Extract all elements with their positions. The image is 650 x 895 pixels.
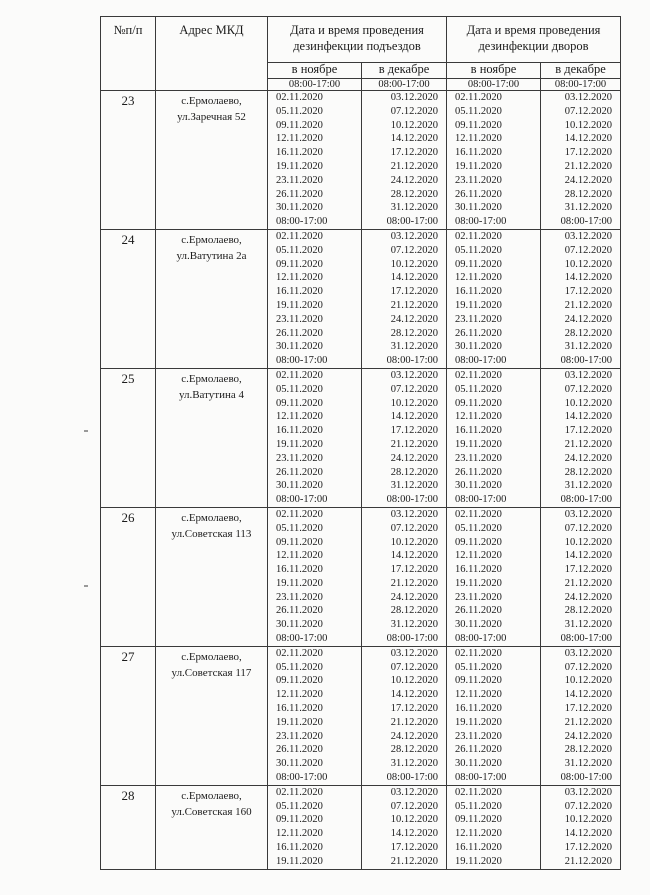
scan-mark xyxy=(84,430,88,432)
date-entry: 02.11.2020 xyxy=(276,369,323,381)
date-entry: 08:00-17:00 xyxy=(386,355,438,367)
date-entry: 03.12.2020 xyxy=(390,508,438,520)
date-entry: 26.11.2020 xyxy=(455,466,502,478)
date-entry: 07.12.2020 xyxy=(564,383,612,395)
date-entry: 10.12.2020 xyxy=(564,397,612,409)
date-entry: 09.11.2020 xyxy=(276,258,323,270)
date-entry: 09.11.2020 xyxy=(276,536,323,548)
date-entry: 02.11.2020 xyxy=(455,508,502,520)
date-entry: 23.11.2020 xyxy=(276,452,323,464)
date-entry: 12.11.2020 xyxy=(276,689,323,701)
date-entry: 07.12.2020 xyxy=(564,105,612,117)
address-locality: с.Ермолаево, xyxy=(181,789,242,802)
date-entry: 08:00-17:00 xyxy=(455,633,507,645)
date-entry: 24.12.2020 xyxy=(564,174,612,186)
date-entry: 19.11.2020 xyxy=(455,438,502,450)
header-time: 08:00-17:00 xyxy=(268,79,362,91)
date-entry: 16.11.2020 xyxy=(276,147,323,159)
date-entry: 19.11.2020 xyxy=(455,577,502,589)
yards-november-dates xyxy=(447,91,541,230)
date-entry: 16.11.2020 xyxy=(276,842,323,854)
date-entry: 03.12.2020 xyxy=(390,92,438,103)
date-entry: 03.12.2020 xyxy=(564,230,612,242)
date-entry: 16.11.2020 xyxy=(455,286,502,298)
date-entry: 09.11.2020 xyxy=(455,397,502,409)
date-entry: 07.12.2020 xyxy=(390,661,438,673)
date-entry: 08:00-17:00 xyxy=(560,494,612,506)
date-entry: 31.12.2020 xyxy=(564,619,612,631)
address-cell xyxy=(156,91,268,230)
date-entry: 08:00-17:00 xyxy=(386,633,438,645)
date-entry: 30.11.2020 xyxy=(276,202,323,214)
address-locality: с.Ермолаево, xyxy=(181,511,242,524)
date-entry: 23.11.2020 xyxy=(276,730,323,742)
date-entry: 12.11.2020 xyxy=(276,828,323,840)
date-entry: 16.11.2020 xyxy=(455,425,502,437)
header-time: 08:00-17:00 xyxy=(541,79,621,91)
date-entry: 12.11.2020 xyxy=(276,133,323,145)
date-entry: 10.12.2020 xyxy=(390,814,438,826)
date-entry: 09.11.2020 xyxy=(276,675,323,687)
header-yards-december: в декабре xyxy=(541,63,621,79)
date-entry: 08:00-17:00 xyxy=(560,355,612,367)
date-entry: 31.12.2020 xyxy=(564,202,612,214)
date-entry: 10.12.2020 xyxy=(390,675,438,687)
date-entry: 07.12.2020 xyxy=(564,661,612,673)
date-entry: 26.11.2020 xyxy=(276,744,323,756)
date-entry: 14.12.2020 xyxy=(564,550,612,562)
date-entry: 23.11.2020 xyxy=(455,591,502,603)
header-yards xyxy=(447,17,621,63)
address-street: ул.Ватутина 2а xyxy=(176,249,247,262)
table-row xyxy=(101,507,621,646)
date-entry: 23.11.2020 xyxy=(455,313,502,325)
date-entry: 14.12.2020 xyxy=(564,272,612,284)
date-entry: 23.11.2020 xyxy=(276,591,323,603)
date-entry: 10.12.2020 xyxy=(564,814,612,826)
date-entry: 26.11.2020 xyxy=(276,327,323,339)
date-entry: 02.11.2020 xyxy=(276,786,323,798)
date-entry: 21.12.2020 xyxy=(390,160,438,172)
date-entry: 12.11.2020 xyxy=(455,828,502,840)
table-row xyxy=(101,368,621,507)
date-entry: 31.12.2020 xyxy=(390,341,438,353)
date-entry: 14.12.2020 xyxy=(564,133,612,145)
date-entry: 05.11.2020 xyxy=(276,105,323,117)
date-entry: 03.12.2020 xyxy=(390,369,438,381)
entrances-december-dates xyxy=(362,785,447,869)
entrances-december-dates xyxy=(362,507,447,646)
date-entry: 14.12.2020 xyxy=(564,689,612,701)
date-entry: 14.12.2020 xyxy=(390,550,438,562)
address-street: ул.Советская 117 xyxy=(171,666,252,679)
date-entry: 12.11.2020 xyxy=(455,133,502,145)
date-entry: 31.12.2020 xyxy=(390,202,438,214)
date-entry: 08:00-17:00 xyxy=(560,216,612,228)
yards-november-dates xyxy=(447,646,541,785)
date-entry: 05.11.2020 xyxy=(455,105,502,117)
date-entry: 10.12.2020 xyxy=(564,119,612,131)
date-entry: 30.11.2020 xyxy=(455,341,502,353)
address-locality: с.Ермолаево, xyxy=(181,372,242,385)
date-entry: 31.12.2020 xyxy=(564,480,612,492)
date-entry: 28.12.2020 xyxy=(564,327,612,339)
date-entry: 26.11.2020 xyxy=(455,188,502,200)
date-entry: 19.11.2020 xyxy=(455,855,502,867)
date-entry: 08:00-17:00 xyxy=(455,216,507,228)
date-entry: 05.11.2020 xyxy=(276,244,323,256)
date-entry: 26.11.2020 xyxy=(276,466,323,478)
date-entry: 17.12.2020 xyxy=(390,425,438,437)
date-entry: 05.11.2020 xyxy=(276,800,323,812)
date-entry: 21.12.2020 xyxy=(564,855,612,867)
date-entry: 08:00-17:00 xyxy=(455,355,507,367)
date-entry: 24.12.2020 xyxy=(390,452,438,464)
date-entry: 05.11.2020 xyxy=(455,661,502,673)
date-entry: 02.11.2020 xyxy=(455,92,502,103)
date-entry: 08:00-17:00 xyxy=(560,633,612,645)
date-entry: 21.12.2020 xyxy=(390,299,438,311)
date-entry: 21.12.2020 xyxy=(564,438,612,450)
date-entry: 14.12.2020 xyxy=(390,133,438,145)
date-entry: 03.12.2020 xyxy=(564,786,612,798)
address-cell xyxy=(156,785,268,869)
address-locality: с.Ермолаево, xyxy=(181,650,242,663)
date-entry: 02.11.2020 xyxy=(276,92,323,103)
date-entry: 09.11.2020 xyxy=(455,119,502,131)
date-entry: 07.12.2020 xyxy=(390,800,438,812)
date-entry: 08:00-17:00 xyxy=(386,772,438,784)
entrances-december-dates xyxy=(362,229,447,368)
date-entry: 19.11.2020 xyxy=(455,160,502,172)
row-number: 28 xyxy=(101,785,156,869)
date-entry: 23.11.2020 xyxy=(455,452,502,464)
date-entry: 16.11.2020 xyxy=(276,286,323,298)
date-entry: 30.11.2020 xyxy=(455,202,502,214)
table-row xyxy=(101,785,621,869)
date-entry: 24.12.2020 xyxy=(390,174,438,186)
date-entry: 24.12.2020 xyxy=(564,452,612,464)
row-number: 23 xyxy=(101,91,156,230)
table-row xyxy=(101,229,621,368)
address-cell xyxy=(156,229,268,368)
date-entry: 17.12.2020 xyxy=(564,147,612,159)
date-entry: 16.11.2020 xyxy=(455,842,502,854)
yards-december-dates xyxy=(541,507,621,646)
date-entry: 17.12.2020 xyxy=(390,703,438,715)
date-entry: 21.12.2020 xyxy=(564,299,612,311)
date-entry: 28.12.2020 xyxy=(390,744,438,756)
date-entry: 16.11.2020 xyxy=(455,703,502,715)
date-entry: 26.11.2020 xyxy=(455,744,502,756)
address-street: ул.Ватутина 4 xyxy=(178,388,245,401)
date-entry: 21.12.2020 xyxy=(390,577,438,589)
date-entry: 03.12.2020 xyxy=(390,230,438,242)
date-entry: 09.11.2020 xyxy=(276,814,323,826)
entrances-november-dates xyxy=(268,368,362,507)
date-entry: 19.11.2020 xyxy=(455,299,502,311)
date-entry: 28.12.2020 xyxy=(390,605,438,617)
date-entry: 24.12.2020 xyxy=(390,591,438,603)
date-entry: 09.11.2020 xyxy=(455,258,502,270)
date-entry: 05.11.2020 xyxy=(276,522,323,534)
date-entry: 30.11.2020 xyxy=(276,480,323,492)
date-entry: 17.12.2020 xyxy=(390,842,438,854)
date-entry: 30.11.2020 xyxy=(455,758,502,770)
date-entry: 21.12.2020 xyxy=(390,438,438,450)
address-street: ул.Заречная 52 xyxy=(177,111,246,123)
date-entry: 08:00-17:00 xyxy=(455,494,507,506)
date-entry: 31.12.2020 xyxy=(564,341,612,353)
date-entry: 07.12.2020 xyxy=(564,522,612,534)
date-entry: 02.11.2020 xyxy=(276,230,323,242)
date-entry: 24.12.2020 xyxy=(390,313,438,325)
date-entry: 09.11.2020 xyxy=(276,397,323,409)
header-address: Адрес МКД xyxy=(156,17,268,91)
date-entry: 09.11.2020 xyxy=(455,814,502,826)
date-entry: 28.12.2020 xyxy=(390,188,438,200)
address-cell xyxy=(156,646,268,785)
date-entry: 26.11.2020 xyxy=(455,605,502,617)
date-entry: 31.12.2020 xyxy=(390,758,438,770)
date-entry: 07.12.2020 xyxy=(390,105,438,117)
entrances-december-dates xyxy=(362,646,447,785)
date-entry: 10.12.2020 xyxy=(390,119,438,131)
date-entry: 30.11.2020 xyxy=(455,480,502,492)
date-entry: 12.11.2020 xyxy=(276,550,323,562)
date-entry: 08:00-17:00 xyxy=(386,494,438,506)
date-entry: 03.12.2020 xyxy=(564,369,612,381)
date-entry: 16.11.2020 xyxy=(455,564,502,576)
address-cell xyxy=(156,368,268,507)
date-entry: 03.12.2020 xyxy=(564,508,612,520)
date-entry: 08:00-17:00 xyxy=(455,772,507,784)
date-entry: 17.12.2020 xyxy=(564,703,612,715)
yards-december-dates xyxy=(541,229,621,368)
date-entry: 09.11.2020 xyxy=(455,675,502,687)
date-entry: 19.11.2020 xyxy=(276,577,323,589)
date-entry: 30.11.2020 xyxy=(276,758,323,770)
date-entry: 28.12.2020 xyxy=(564,744,612,756)
entrances-november-dates xyxy=(268,229,362,368)
address-cell xyxy=(156,507,268,646)
row-number: 26 xyxy=(101,507,156,646)
header-yards-november: в ноябре xyxy=(447,63,541,79)
date-entry: 03.12.2020 xyxy=(564,647,612,659)
date-entry: 17.12.2020 xyxy=(564,425,612,437)
date-entry: 12.11.2020 xyxy=(455,272,502,284)
date-entry: 30.11.2020 xyxy=(455,619,502,631)
yards-december-dates xyxy=(541,368,621,507)
date-entry: 28.12.2020 xyxy=(564,188,612,200)
date-entry: 21.12.2020 xyxy=(390,855,438,867)
date-entry: 05.11.2020 xyxy=(455,383,502,395)
date-entry: 19.11.2020 xyxy=(276,716,323,728)
header-entrances-line1: Дата и время проведения xyxy=(290,23,424,37)
date-entry: 14.12.2020 xyxy=(564,828,612,840)
date-entry: 21.12.2020 xyxy=(564,577,612,589)
date-entry: 23.11.2020 xyxy=(455,174,502,186)
date-entry: 23.11.2020 xyxy=(455,730,502,742)
date-entry: 14.12.2020 xyxy=(390,689,438,701)
date-entry: 08:00-17:00 xyxy=(276,772,328,784)
date-entry: 23.11.2020 xyxy=(276,313,323,325)
date-entry: 28.12.2020 xyxy=(564,605,612,617)
date-entry: 28.12.2020 xyxy=(390,327,438,339)
date-entry: 14.12.2020 xyxy=(390,411,438,423)
address-locality: с.Ермолаево, xyxy=(181,233,242,246)
date-entry: 23.11.2020 xyxy=(276,174,323,186)
row-number: 24 xyxy=(101,229,156,368)
date-entry: 14.12.2020 xyxy=(564,411,612,423)
date-entry: 24.12.2020 xyxy=(390,730,438,742)
date-entry: 21.12.2020 xyxy=(390,716,438,728)
date-entry: 05.11.2020 xyxy=(455,244,502,256)
yards-december-dates xyxy=(541,91,621,230)
date-entry: 03.12.2020 xyxy=(390,786,438,798)
entrances-november-dates xyxy=(268,785,362,869)
date-entry: 05.11.2020 xyxy=(455,522,502,534)
date-entry: 16.11.2020 xyxy=(276,703,323,715)
entrances-november-dates xyxy=(268,91,362,230)
date-entry: 12.11.2020 xyxy=(455,550,502,562)
date-entry: 10.12.2020 xyxy=(390,397,438,409)
date-entry: 12.11.2020 xyxy=(276,272,323,284)
date-entry: 17.12.2020 xyxy=(390,564,438,576)
date-entry: 14.12.2020 xyxy=(390,272,438,284)
date-entry: 12.11.2020 xyxy=(276,411,323,423)
entrances-december-dates xyxy=(362,368,447,507)
table-row xyxy=(101,91,621,230)
header-entrances-line2: дезинфекции подъездов xyxy=(293,39,421,53)
date-entry: 30.11.2020 xyxy=(276,619,323,631)
row-number: 27 xyxy=(101,646,156,785)
date-entry: 10.12.2020 xyxy=(390,258,438,270)
date-entry: 30.11.2020 xyxy=(276,341,323,353)
address-street: ул.Советская 113 xyxy=(171,527,252,540)
header-entrances-november: в ноябре xyxy=(268,63,362,79)
entrances-december-dates xyxy=(362,91,447,230)
date-entry: 17.12.2020 xyxy=(390,147,438,159)
date-entry: 19.11.2020 xyxy=(276,299,323,311)
date-entry: 10.12.2020 xyxy=(390,536,438,548)
table-row xyxy=(101,646,621,785)
date-entry: 28.12.2020 xyxy=(564,466,612,478)
date-entry: 02.11.2020 xyxy=(276,508,323,520)
date-entry: 12.11.2020 xyxy=(455,689,502,701)
date-entry: 17.12.2020 xyxy=(564,842,612,854)
entrances-november-dates xyxy=(268,507,362,646)
date-entry: 21.12.2020 xyxy=(564,160,612,172)
date-entry: 14.12.2020 xyxy=(390,828,438,840)
date-entry: 05.11.2020 xyxy=(276,661,323,673)
date-entry: 17.12.2020 xyxy=(564,286,612,298)
date-entry: 10.12.2020 xyxy=(564,536,612,548)
header-time: 08:00-17:00 xyxy=(447,79,541,91)
date-entry: 24.12.2020 xyxy=(564,313,612,325)
date-entry: 05.11.2020 xyxy=(455,800,502,812)
date-entry: 05.11.2020 xyxy=(276,383,323,395)
yards-november-dates xyxy=(447,785,541,869)
date-entry: 19.11.2020 xyxy=(455,716,502,728)
address-locality: с.Ермолаево, xyxy=(181,95,242,107)
date-entry: 07.12.2020 xyxy=(564,244,612,256)
date-entry: 09.11.2020 xyxy=(455,536,502,548)
header-yards-line2: дезинфекции дворов xyxy=(478,39,589,53)
date-entry: 03.12.2020 xyxy=(390,647,438,659)
date-entry: 07.12.2020 xyxy=(390,244,438,256)
date-entry: 03.12.2020 xyxy=(564,92,612,103)
date-entry: 24.12.2020 xyxy=(564,730,612,742)
date-entry: 24.12.2020 xyxy=(564,591,612,603)
date-entry: 02.11.2020 xyxy=(276,647,323,659)
date-entry: 31.12.2020 xyxy=(390,480,438,492)
header-entrances xyxy=(268,17,447,63)
date-entry: 09.11.2020 xyxy=(276,119,323,131)
date-entry: 10.12.2020 xyxy=(564,675,612,687)
date-entry: 08:00-17:00 xyxy=(276,633,328,645)
date-entry: 19.11.2020 xyxy=(276,160,323,172)
date-entry: 19.11.2020 xyxy=(276,855,323,867)
date-entry: 16.11.2020 xyxy=(455,147,502,159)
header-num: №п/п xyxy=(101,17,156,91)
date-entry: 10.12.2020 xyxy=(564,258,612,270)
date-entry: 08:00-17:00 xyxy=(276,355,328,367)
address-street: ул.Советская 160 xyxy=(171,805,252,818)
date-entry: 28.12.2020 xyxy=(390,466,438,478)
header-yards-line1: Дата и время проведения xyxy=(466,23,601,37)
row-number: 25 xyxy=(101,368,156,507)
disinfection-schedule-table xyxy=(100,16,621,870)
date-entry: 02.11.2020 xyxy=(455,230,502,242)
date-entry: 21.12.2020 xyxy=(564,716,612,728)
header-entrances-december: в декабре xyxy=(362,63,447,79)
yards-november-dates xyxy=(447,507,541,646)
date-entry: 26.11.2020 xyxy=(276,188,323,200)
date-entry: 02.11.2020 xyxy=(455,647,502,659)
header-time: 08:00-17:00 xyxy=(362,79,447,91)
date-entry: 02.11.2020 xyxy=(455,369,502,381)
date-entry: 02.11.2020 xyxy=(455,786,502,798)
date-entry: 31.12.2020 xyxy=(390,619,438,631)
date-entry: 16.11.2020 xyxy=(276,564,323,576)
date-entry: 16.11.2020 xyxy=(276,425,323,437)
date-entry: 19.11.2020 xyxy=(276,438,323,450)
date-entry: 08:00-17:00 xyxy=(276,216,328,228)
yards-november-dates xyxy=(447,229,541,368)
date-entry: 12.11.2020 xyxy=(455,411,502,423)
date-entry: 07.12.2020 xyxy=(564,800,612,812)
date-entry: 08:00-17:00 xyxy=(560,772,612,784)
date-entry: 17.12.2020 xyxy=(390,286,438,298)
entrances-november-dates xyxy=(268,646,362,785)
date-entry: 26.11.2020 xyxy=(276,605,323,617)
date-entry: 26.11.2020 xyxy=(455,327,502,339)
yards-december-dates xyxy=(541,785,621,869)
date-entry: 17.12.2020 xyxy=(564,564,612,576)
date-entry: 07.12.2020 xyxy=(390,522,438,534)
date-entry: 07.12.2020 xyxy=(390,383,438,395)
scan-mark xyxy=(84,585,88,587)
yards-december-dates xyxy=(541,646,621,785)
date-entry: 31.12.2020 xyxy=(564,758,612,770)
date-entry: 08:00-17:00 xyxy=(386,216,438,228)
date-entry: 08:00-17:00 xyxy=(276,494,328,506)
yards-november-dates xyxy=(447,368,541,507)
